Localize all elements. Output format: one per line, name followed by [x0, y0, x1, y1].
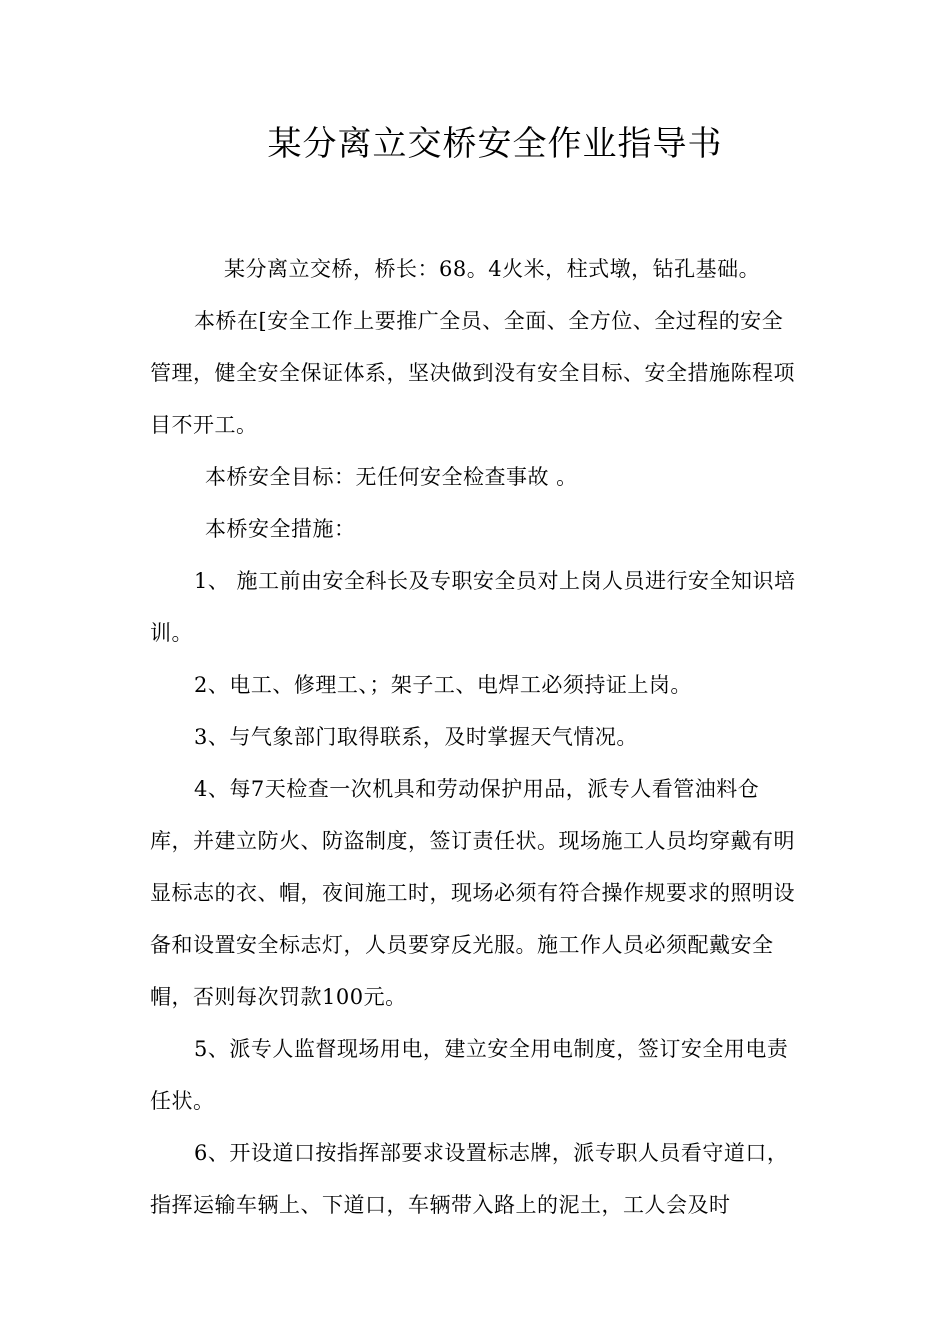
paragraph-safety-goal: 本桥安全目标：无任何安全检查事故 。: [205, 465, 578, 489]
measure-item-1: 1、 施工前由安全科长及专职安全员对上岗人员进行安全知识培训。: [150, 569, 796, 645]
paragraph-safety-management: 本桥在[安全工作上要推广全员、全面、全方位、全过程的安全管理，健全安全保证体系，坚决做到没有安全目标、安全措施陈程项目不开工。: [150, 309, 795, 437]
measure-item-6: 6、开设道口按指挥部要求设置标志牌，派专职人员看守道口，指挥运输车辆上、下道口，车辆带入路上的泥土，工人会及时: [150, 1141, 789, 1217]
paragraph-bridge-overview: 某分离立交桥，桥长：68。4火米，柱式墩，钻孔基础。: [224, 257, 761, 281]
document-body: [150, 243, 800, 1231]
measure-item-3: 3、与气象部门取得联系，及时掌握天气情况。: [194, 725, 638, 749]
measure-item-5: 5、派专人监督现场用电，建立安全用电制度，签订安全用电责任状。: [150, 1037, 789, 1113]
document-title: 某分离立交桥安全作业指导书: [267, 124, 723, 164]
paragraph-safety-measures-heading: 本桥安全措施：: [205, 517, 356, 541]
measure-item-2: 2、电工、修理工、；架子工、电焊工必须持证上岗。: [194, 673, 692, 697]
measure-item-4: 4、每7天检查一次机具和劳动保护用品，派专人看管油料仓库，并建立防火、防盗制度，签订责任状。现场施工人员均穿戴有明显标志的衣、帽，夜间施工时，现场必须有符合操作规要求的照明设备和设置安全标志灯，人员要穿反光服。施工作人员必须配戴安全帽，否则每次罚款100元。: [150, 777, 795, 1009]
